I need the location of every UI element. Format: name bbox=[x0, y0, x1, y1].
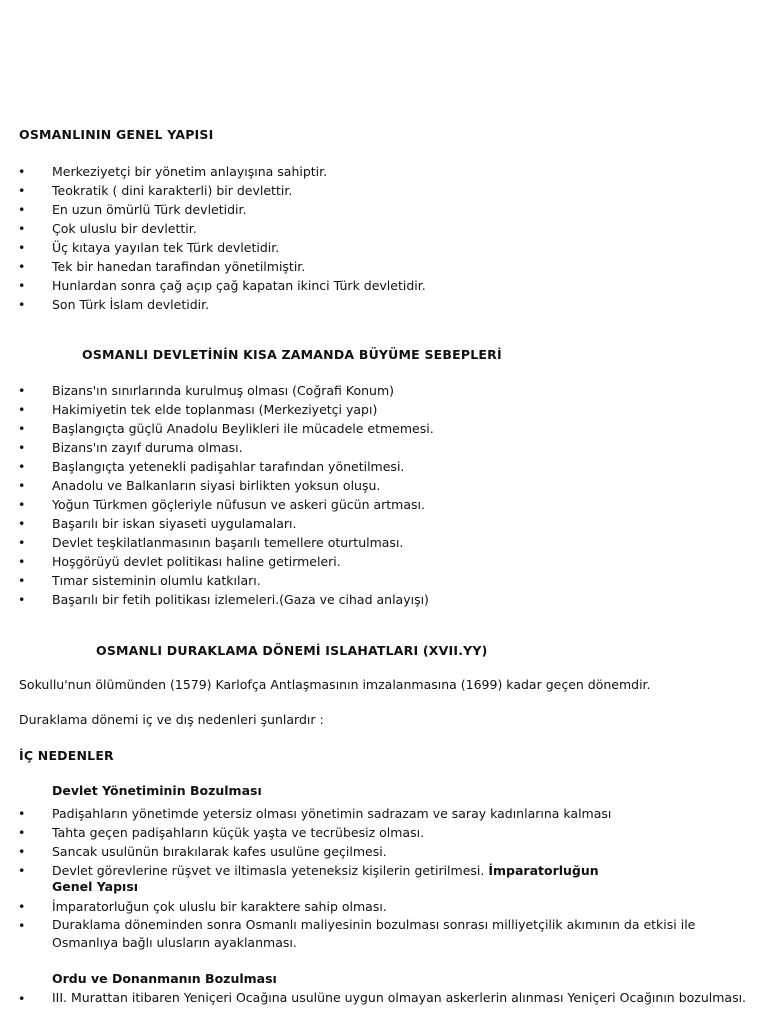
list-item: • Hoşgörüyü devlet politikası haline getirmeleri. bbox=[18, 554, 341, 569]
bullet-list-ordu-donanma bbox=[18, 989, 748, 1025]
list-item: • Bizans'ın sınırlarında kurulmuş olması (Coğrafi Konum) bbox=[18, 383, 395, 398]
paragraph-duraklama-tanim: Sokullu'nun ölümünden (1579) Karlofça Antlaşmasının imzalanmasına (1699) kadar geçen dönemdir. bbox=[19, 677, 651, 692]
list-item: • Anadolu ve Balkanların siyasi birlikten yoksun oluşu. bbox=[18, 478, 381, 493]
list-item: • Teokratik ( dini karakterli) bir devlettir. bbox=[18, 183, 293, 198]
list-item: • Üç kıtaya yayılan tek Türk devletidir. bbox=[18, 240, 280, 255]
list-item: • Tahta geçen padişahların küçük yaşta ve tecrübesiz olması. bbox=[18, 825, 425, 840]
list-item: • Son Türk İslam devletidir. bbox=[18, 297, 210, 312]
list-item: • III. Murattan itibaren Yeniçeri Ocağına usulüne uygun olmayan askerlerin alınması Yeniçeri Ocağının bozulması. bbox=[18, 990, 747, 1006]
bullet-list-buyume-sebepleri bbox=[18, 381, 748, 609]
list-item: • Bizans'ın zayıf duruma olması. bbox=[18, 440, 243, 455]
list-item: • Merkeziyetçi bir yönetim anlayışına sahiptir. bbox=[18, 164, 328, 179]
list-item: • Başarılı bir iskan siyaseti uygulamaları. bbox=[18, 516, 297, 531]
list-item: • En uzun ömürlü Türk devletidir. bbox=[18, 202, 247, 217]
bullet-icon: • bbox=[18, 164, 26, 179]
list-item: • Tımar sisteminin olumlu katkıları. bbox=[18, 573, 261, 588]
bullet-icon: • bbox=[18, 573, 26, 588]
list-item: • Duraklama döneminden sonra Osmanlı maliyesinin bozulması sonrası milliyetçilik akımının da etkisi ile Osmanlıya bağlı ulusların ayaklanması. bbox=[18, 917, 696, 950]
bullet-icon: • bbox=[18, 221, 26, 236]
list-item: • Devlet teşkilatlanmasının başarılı temellere oturtulması. bbox=[18, 535, 404, 550]
inline-bold-heading: İmparatorluğun bbox=[488, 863, 599, 878]
bullet-icon: • bbox=[18, 202, 26, 217]
bullet-icon: • bbox=[18, 497, 26, 512]
bullet-icon: • bbox=[18, 440, 26, 455]
bullet-icon: • bbox=[18, 516, 26, 531]
bullet-icon: • bbox=[18, 991, 26, 1006]
list-item: • Hakimiyetin tek elde toplanması (Merkeziyetçi yapı) bbox=[18, 402, 378, 417]
list-item: • Çok uluslu bir devlettir. bbox=[18, 221, 197, 236]
bullet-icon: • bbox=[18, 459, 26, 474]
list-item: • Padişahların yönetimde yetersiz olması yönetimin sadrazam ve saray kadınlarına kalması bbox=[18, 806, 612, 821]
bullet-icon: • bbox=[18, 240, 26, 255]
list-item: • Sancak usulünün bırakılarak kafes usulüne geçilmesi. bbox=[18, 844, 387, 859]
bullet-icon: • bbox=[18, 592, 26, 607]
bullet-icon: • bbox=[18, 278, 26, 293]
bullet-list-genel-yapi bbox=[18, 162, 748, 314]
list-item: • Başlangıçta yetenekli padişahlar tarafından yönetilmesi. bbox=[18, 459, 405, 474]
bullet-icon: • bbox=[18, 844, 26, 859]
bullet-icon: • bbox=[18, 825, 26, 840]
subheading-devlet-yonetimi: Devlet Yönetiminin Bozulması bbox=[52, 783, 262, 798]
section-title-buyume-sebepleri: OSMANLI DEVLETİNİN KISA ZAMANDA BÜYÜME SEBEPLERİ bbox=[82, 347, 502, 362]
bullet-list-devlet-yonetimi bbox=[18, 804, 748, 880]
list-item: • Devlet görevlerine rüşvet ve iltimasla yeteneksiz kişilerin getirilmesi. İmparatorluğun bbox=[18, 863, 599, 878]
list-item: • Başlangıçta güçlü Anadolu Beylikleri ile mücadele etmemesi. bbox=[18, 421, 434, 436]
bullet-icon: • bbox=[18, 554, 26, 569]
bullet-icon: • bbox=[18, 918, 26, 933]
list-item: • Yoğun Türkmen göçleriyle nüfusun ve askeri gücün artması. bbox=[18, 497, 425, 512]
bullet-list-genel-yapisi bbox=[18, 897, 748, 952]
bullet-icon: • bbox=[18, 478, 26, 493]
bullet-icon: • bbox=[18, 383, 26, 398]
subheading-genel-yapisi: Genel Yapısı bbox=[52, 879, 139, 894]
bullet-icon: • bbox=[18, 259, 26, 274]
list-item: • Hunlardan sonra çağ açıp çağ kapatan ikinci Türk devletidir. bbox=[18, 278, 426, 293]
bullet-icon: • bbox=[18, 863, 26, 878]
list-item: • Tek bir hanedan tarafindan yönetilmiştir. bbox=[18, 259, 306, 274]
paragraph-nedenler: Duraklama dönemi iç ve dış nedenleri şunlardır : bbox=[19, 712, 324, 727]
bullet-icon: • bbox=[18, 402, 26, 417]
section-title-duraklama: OSMANLI DURAKLAMA DÖNEMİ ISLAHATLARI (XVII.YY) bbox=[96, 643, 488, 658]
list-item: • İmparatorluğun çok uluslu bir karaktere sahip olması. bbox=[18, 899, 387, 914]
bullet-icon: • bbox=[18, 899, 26, 914]
bullet-icon: • bbox=[18, 297, 26, 312]
subheading-ordu-donanma: Ordu ve Donanmanın Bozulması bbox=[52, 971, 277, 986]
list-item: • Başarılı bir fetih politikası izlemeleri.(Gaza ve cihad anlayışı) bbox=[18, 592, 429, 607]
bullet-icon: • bbox=[18, 806, 26, 821]
heading-ic-nedenler: İÇ NEDENLER bbox=[19, 748, 114, 763]
bullet-icon: • bbox=[18, 535, 26, 550]
section-title-genel-yapi: OSMANLININ GENEL YAPISI bbox=[19, 127, 214, 142]
bullet-icon: • bbox=[18, 183, 26, 198]
bullet-icon: • bbox=[18, 421, 26, 436]
